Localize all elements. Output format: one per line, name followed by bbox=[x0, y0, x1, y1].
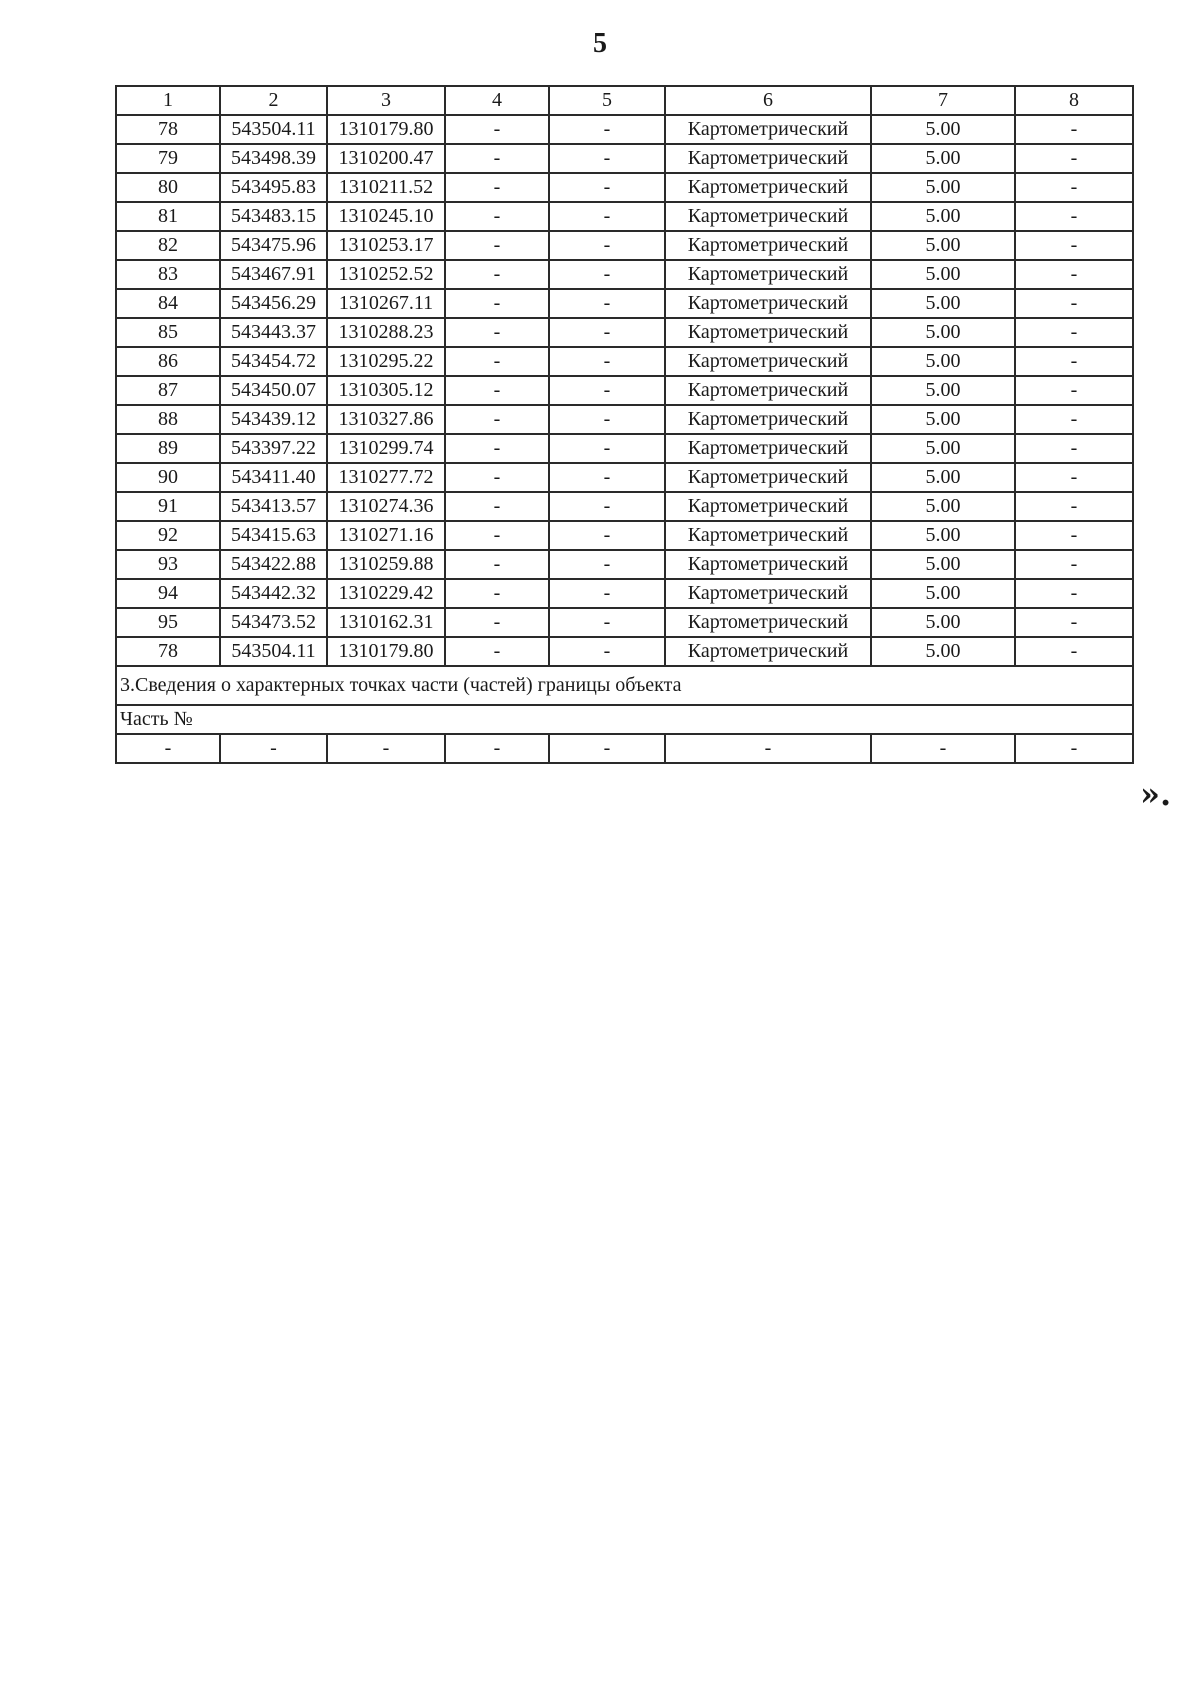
y-coordinate-cell: 1310327.86 bbox=[327, 405, 445, 434]
empty-cell: - bbox=[220, 734, 327, 763]
accuracy-cell: 5.00 bbox=[871, 318, 1015, 347]
column-5-cell: - bbox=[549, 318, 665, 347]
x-coordinate-cell: 543415.63 bbox=[220, 521, 327, 550]
column-5-cell: - bbox=[549, 521, 665, 550]
point-number-cell: 94 bbox=[116, 579, 220, 608]
empty-cell: - bbox=[327, 734, 445, 763]
table-header-row bbox=[116, 86, 1133, 115]
empty-cell: - bbox=[549, 734, 665, 763]
part-label-row bbox=[116, 705, 1133, 734]
column-5-cell: - bbox=[549, 608, 665, 637]
accuracy-cell: 5.00 bbox=[871, 260, 1015, 289]
y-coordinate-cell: 1310252.52 bbox=[327, 260, 445, 289]
point-number-cell: 86 bbox=[116, 347, 220, 376]
table-row bbox=[116, 405, 1133, 434]
x-coordinate-cell: 543467.91 bbox=[220, 260, 327, 289]
x-coordinate-cell: 543450.07 bbox=[220, 376, 327, 405]
y-coordinate-cell: 1310288.23 bbox=[327, 318, 445, 347]
accuracy-cell: 5.00 bbox=[871, 550, 1015, 579]
column-4-cell: - bbox=[445, 492, 549, 521]
column-5-cell: - bbox=[549, 376, 665, 405]
column-5-cell: - bbox=[549, 637, 665, 666]
column-5-cell: - bbox=[549, 173, 665, 202]
accuracy-cell: 5.00 bbox=[871, 347, 1015, 376]
table-row bbox=[116, 144, 1133, 173]
column-4-cell: - bbox=[445, 173, 549, 202]
table-row bbox=[116, 463, 1133, 492]
column-4-cell: - bbox=[445, 289, 549, 318]
column-4-cell: - bbox=[445, 434, 549, 463]
table-row bbox=[116, 608, 1133, 637]
column-4-cell: - bbox=[445, 202, 549, 231]
header-cell-5: 5 bbox=[549, 86, 665, 115]
column-5-cell: - bbox=[549, 231, 665, 260]
table-row bbox=[116, 202, 1133, 231]
column-4-cell: - bbox=[445, 376, 549, 405]
header-cell-4: 4 bbox=[445, 86, 549, 115]
column-5-cell: - bbox=[549, 405, 665, 434]
column-5-cell: - bbox=[549, 144, 665, 173]
y-coordinate-cell: 1310211.52 bbox=[327, 173, 445, 202]
point-number-cell: 80 bbox=[116, 173, 220, 202]
y-coordinate-cell: 1310271.16 bbox=[327, 521, 445, 550]
header-cell-6: 6 bbox=[665, 86, 871, 115]
point-number-cell: 82 bbox=[116, 231, 220, 260]
accuracy-cell: 5.00 bbox=[871, 289, 1015, 318]
accuracy-cell: 5.00 bbox=[871, 579, 1015, 608]
method-cell: Картометрический bbox=[665, 463, 871, 492]
section-title-row bbox=[116, 666, 1133, 705]
x-coordinate-cell: 543456.29 bbox=[220, 289, 327, 318]
accuracy-cell: 5.00 bbox=[871, 144, 1015, 173]
method-cell: Картометрический bbox=[665, 521, 871, 550]
table-row bbox=[116, 115, 1133, 144]
points-table bbox=[115, 85, 1134, 764]
points-table-body bbox=[116, 86, 1133, 763]
column-5-cell: - bbox=[549, 289, 665, 318]
accuracy-cell: 5.00 bbox=[871, 115, 1015, 144]
column-4-cell: - bbox=[445, 347, 549, 376]
column-5-cell: - bbox=[549, 347, 665, 376]
header-cell-3: 3 bbox=[327, 86, 445, 115]
column-8-cell: - bbox=[1015, 637, 1133, 666]
column-4-cell: - bbox=[445, 115, 549, 144]
point-number-cell: 92 bbox=[116, 521, 220, 550]
method-cell: Картометрический bbox=[665, 144, 871, 173]
table-row bbox=[116, 579, 1133, 608]
method-cell: Картометрический bbox=[665, 376, 871, 405]
y-coordinate-cell: 1310274.36 bbox=[327, 492, 445, 521]
column-5-cell: - bbox=[549, 492, 665, 521]
point-number-cell: 93 bbox=[116, 550, 220, 579]
y-coordinate-cell: 1310179.80 bbox=[327, 637, 445, 666]
point-number-cell: 89 bbox=[116, 434, 220, 463]
x-coordinate-cell: 543443.37 bbox=[220, 318, 327, 347]
method-cell: Картометрический bbox=[665, 289, 871, 318]
table-row bbox=[116, 521, 1133, 550]
empty-row bbox=[116, 734, 1133, 763]
point-number-cell: 87 bbox=[116, 376, 220, 405]
y-coordinate-cell: 1310305.12 bbox=[327, 376, 445, 405]
y-coordinate-cell: 1310200.47 bbox=[327, 144, 445, 173]
accuracy-cell: 5.00 bbox=[871, 637, 1015, 666]
column-4-cell: - bbox=[445, 579, 549, 608]
column-8-cell: - bbox=[1015, 202, 1133, 231]
column-8-cell: - bbox=[1015, 173, 1133, 202]
table-row bbox=[116, 347, 1133, 376]
method-cell: Картометрический bbox=[665, 405, 871, 434]
method-cell: Картометрический bbox=[665, 115, 871, 144]
method-cell: Картометрический bbox=[665, 173, 871, 202]
method-cell: Картометрический bbox=[665, 637, 871, 666]
column-5-cell: - bbox=[549, 115, 665, 144]
accuracy-cell: 5.00 bbox=[871, 202, 1015, 231]
method-cell: Картометрический bbox=[665, 260, 871, 289]
method-cell: Картометрический bbox=[665, 608, 871, 637]
y-coordinate-cell: 1310267.11 bbox=[327, 289, 445, 318]
x-coordinate-cell: 543483.15 bbox=[220, 202, 327, 231]
section-title: 3.Сведения о характерных точках части (частей) границы объекта bbox=[116, 666, 1133, 705]
column-8-cell: - bbox=[1015, 231, 1133, 260]
y-coordinate-cell: 1310245.10 bbox=[327, 202, 445, 231]
accuracy-cell: 5.00 bbox=[871, 463, 1015, 492]
point-number-cell: 85 bbox=[116, 318, 220, 347]
column-4-cell: - bbox=[445, 144, 549, 173]
x-coordinate-cell: 543454.72 bbox=[220, 347, 327, 376]
empty-cell: - bbox=[1015, 734, 1133, 763]
column-8-cell: - bbox=[1015, 115, 1133, 144]
x-coordinate-cell: 543442.32 bbox=[220, 579, 327, 608]
method-cell: Картометрический bbox=[665, 318, 871, 347]
table-row bbox=[116, 289, 1133, 318]
table-row bbox=[116, 434, 1133, 463]
table-row bbox=[116, 318, 1133, 347]
column-8-cell: - bbox=[1015, 550, 1133, 579]
column-8-cell: - bbox=[1015, 579, 1133, 608]
column-4-cell: - bbox=[445, 637, 549, 666]
column-4-cell: - bbox=[445, 463, 549, 492]
point-number-cell: 91 bbox=[116, 492, 220, 521]
accuracy-cell: 5.00 bbox=[871, 608, 1015, 637]
column-8-cell: - bbox=[1015, 434, 1133, 463]
column-4-cell: - bbox=[445, 550, 549, 579]
x-coordinate-cell: 543422.88 bbox=[220, 550, 327, 579]
header-cell-7: 7 bbox=[871, 86, 1015, 115]
empty-cell: - bbox=[665, 734, 871, 763]
empty-cell: - bbox=[871, 734, 1015, 763]
method-cell: Картометрический bbox=[665, 434, 871, 463]
x-coordinate-cell: 543473.52 bbox=[220, 608, 327, 637]
x-coordinate-cell: 543411.40 bbox=[220, 463, 327, 492]
column-8-cell: - bbox=[1015, 492, 1133, 521]
y-coordinate-cell: 1310253.17 bbox=[327, 231, 445, 260]
column-4-cell: - bbox=[445, 231, 549, 260]
table-row bbox=[116, 376, 1133, 405]
x-coordinate-cell: 543475.96 bbox=[220, 231, 327, 260]
column-4-cell: - bbox=[445, 521, 549, 550]
accuracy-cell: 5.00 bbox=[871, 376, 1015, 405]
table-row bbox=[116, 173, 1133, 202]
column-8-cell: - bbox=[1015, 347, 1133, 376]
y-coordinate-cell: 1310259.88 bbox=[327, 550, 445, 579]
column-5-cell: - bbox=[549, 260, 665, 289]
closing-quote-mark: ». bbox=[1140, 775, 1172, 813]
empty-cell: - bbox=[445, 734, 549, 763]
accuracy-cell: 5.00 bbox=[871, 492, 1015, 521]
point-number-cell: 83 bbox=[116, 260, 220, 289]
empty-cell: - bbox=[116, 734, 220, 763]
y-coordinate-cell: 1310277.72 bbox=[327, 463, 445, 492]
column-5-cell: - bbox=[549, 202, 665, 231]
point-number-cell: 81 bbox=[116, 202, 220, 231]
x-coordinate-cell: 543397.22 bbox=[220, 434, 327, 463]
points-table-container bbox=[115, 85, 1132, 764]
column-4-cell: - bbox=[445, 260, 549, 289]
x-coordinate-cell: 543439.12 bbox=[220, 405, 327, 434]
part-number-label: Часть № bbox=[116, 705, 1133, 734]
x-coordinate-cell: 543504.11 bbox=[220, 637, 327, 666]
y-coordinate-cell: 1310229.42 bbox=[327, 579, 445, 608]
accuracy-cell: 5.00 bbox=[871, 231, 1015, 260]
method-cell: Картометрический bbox=[665, 347, 871, 376]
column-8-cell: - bbox=[1015, 608, 1133, 637]
y-coordinate-cell: 1310179.80 bbox=[327, 115, 445, 144]
column-5-cell: - bbox=[549, 434, 665, 463]
column-5-cell: - bbox=[549, 550, 665, 579]
method-cell: Картометрический bbox=[665, 231, 871, 260]
y-coordinate-cell: 1310295.22 bbox=[327, 347, 445, 376]
column-8-cell: - bbox=[1015, 376, 1133, 405]
column-8-cell: - bbox=[1015, 405, 1133, 434]
point-number-cell: 78 bbox=[116, 637, 220, 666]
header-cell-8: 8 bbox=[1015, 86, 1133, 115]
column-8-cell: - bbox=[1015, 289, 1133, 318]
column-5-cell: - bbox=[549, 463, 665, 492]
point-number-cell: 78 bbox=[116, 115, 220, 144]
column-4-cell: - bbox=[445, 608, 549, 637]
accuracy-cell: 5.00 bbox=[871, 173, 1015, 202]
table-row bbox=[116, 260, 1133, 289]
point-number-cell: 88 bbox=[116, 405, 220, 434]
column-4-cell: - bbox=[445, 318, 549, 347]
accuracy-cell: 5.00 bbox=[871, 405, 1015, 434]
column-4-cell: - bbox=[445, 405, 549, 434]
method-cell: Картометрический bbox=[665, 550, 871, 579]
x-coordinate-cell: 543413.57 bbox=[220, 492, 327, 521]
page-number: 5 bbox=[593, 28, 607, 59]
header-cell-2: 2 bbox=[220, 86, 327, 115]
point-number-cell: 95 bbox=[116, 608, 220, 637]
method-cell: Картометрический bbox=[665, 492, 871, 521]
table-row bbox=[116, 492, 1133, 521]
table-row bbox=[116, 231, 1133, 260]
table-row bbox=[116, 637, 1133, 666]
column-8-cell: - bbox=[1015, 521, 1133, 550]
point-number-cell: 84 bbox=[116, 289, 220, 318]
x-coordinate-cell: 543504.11 bbox=[220, 115, 327, 144]
point-number-cell: 79 bbox=[116, 144, 220, 173]
table-row bbox=[116, 550, 1133, 579]
header-cell-1: 1 bbox=[116, 86, 220, 115]
column-8-cell: - bbox=[1015, 463, 1133, 492]
column-8-cell: - bbox=[1015, 260, 1133, 289]
y-coordinate-cell: 1310162.31 bbox=[327, 608, 445, 637]
method-cell: Картометрический bbox=[665, 202, 871, 231]
method-cell: Картометрический bbox=[665, 579, 871, 608]
column-8-cell: - bbox=[1015, 318, 1133, 347]
column-8-cell: - bbox=[1015, 144, 1133, 173]
accuracy-cell: 5.00 bbox=[871, 521, 1015, 550]
x-coordinate-cell: 543495.83 bbox=[220, 173, 327, 202]
y-coordinate-cell: 1310299.74 bbox=[327, 434, 445, 463]
point-number-cell: 90 bbox=[116, 463, 220, 492]
accuracy-cell: 5.00 bbox=[871, 434, 1015, 463]
x-coordinate-cell: 543498.39 bbox=[220, 144, 327, 173]
column-5-cell: - bbox=[549, 579, 665, 608]
